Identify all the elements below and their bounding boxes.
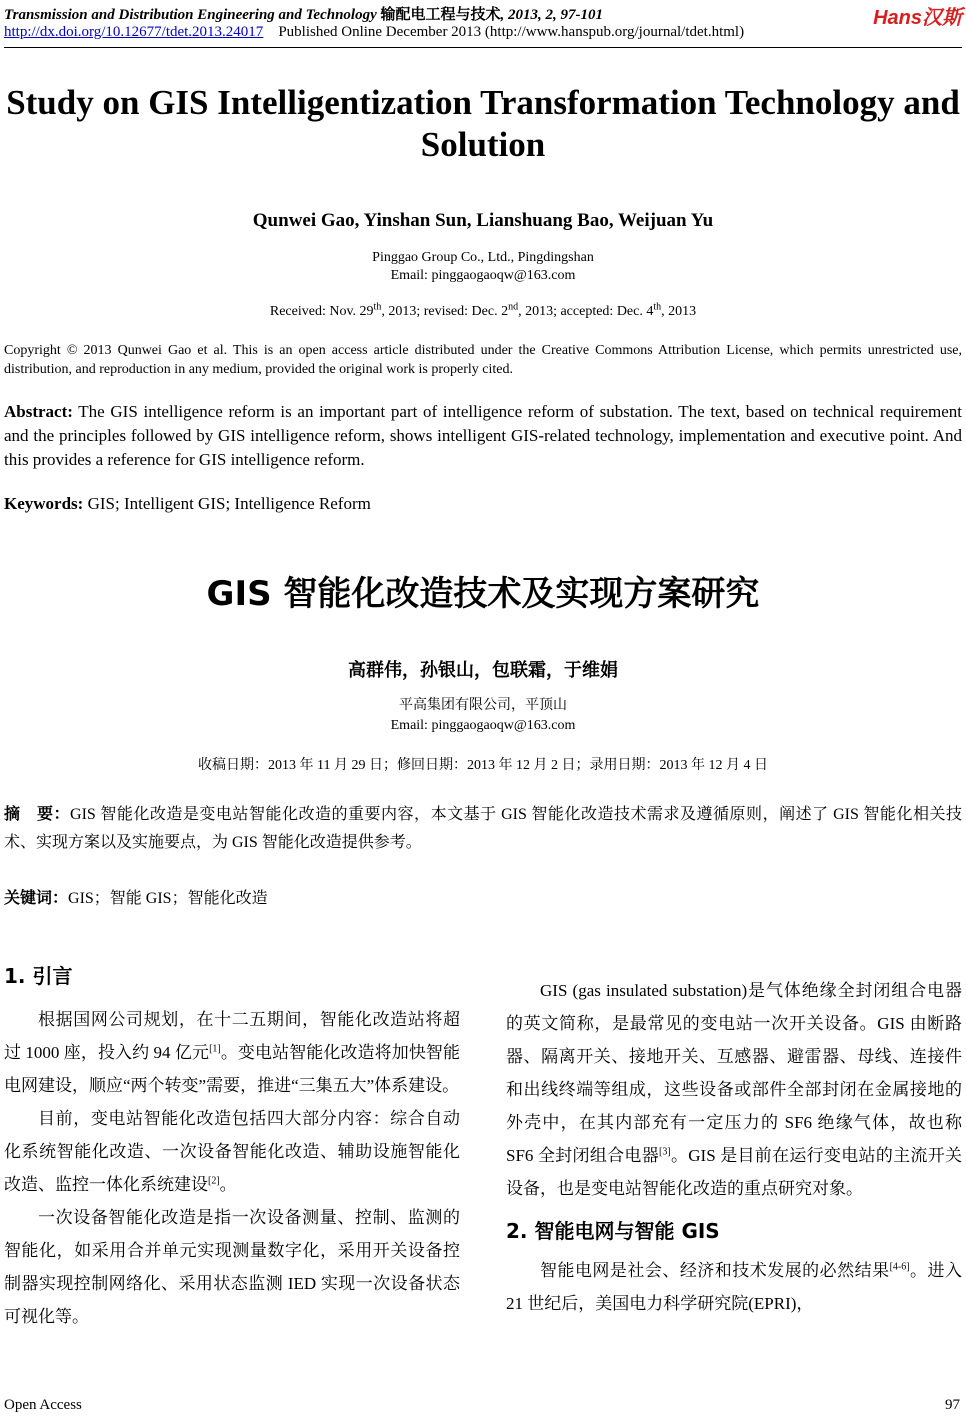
right-para-2-end: 。进入 21 世纪后，美国电力科学研究院(EPRI)，: [506, 1261, 963, 1313]
hans-logo: [873, 1, 962, 30]
citation-3: [3]: [659, 1146, 671, 1158]
citation-1: [1]: [209, 1043, 221, 1055]
left-column: [4, 960, 460, 1333]
journal-name-en: Transmission and Distribution Engineering and Technology: [4, 7, 377, 23]
right-column: [506, 974, 962, 1320]
right-para-2: [506, 1254, 962, 1320]
received-date: Received: Nov. 29: [269, 304, 374, 319]
paper-title-cn: GIS 智能化改造技术及实现方案研究: [206, 574, 760, 614]
accepted-date: , 2013; accepted: Dec. 4: [518, 304, 654, 319]
citation-4-6: [4-6]: [889, 1261, 910, 1273]
left-para-2-text: 目前，变电站智能化改造包括四大部分内容：综合自动化系统智能化改造、一次设备智能化改造、辅助设施智能化改造、监控一体化系统建设: [4, 1109, 460, 1194]
abstract-cn-label: 摘 要：: [4, 806, 71, 823]
dates-end: , 2013: [661, 304, 697, 319]
left-para-2: [4, 1102, 460, 1201]
keywords-cn: [4, 887, 962, 911]
authors-cn: 高群伟，孙银山，包联霜，于维娟: [348, 660, 618, 681]
abstract-text: The GIS intelligence reform is an important part of intelligence reform of substation. The text, based on technical requirement and the principles followed by GIS intelligence reform, shows intelligent GIS-related technology, implementation and executive point. And this provides a reference for GIS intelligence reform.: [4, 402, 962, 469]
doi-link[interactable]: http://dx.doi.org/10.12677/tdet.2013.24017: [4, 24, 264, 40]
email-cn: Email: pinggaogaoqw@163.com: [390, 718, 576, 733]
paper-title-en: Study on GIS Intelligentization Transformation Technology and Solution: [6, 83, 960, 164]
abstract-en: [4, 400, 962, 472]
right-para-2-text: 智能电网是社会、经济和技术发展的必然结果: [540, 1261, 890, 1280]
right-para-1-text: GIS (gas insulated substation)是气体绝缘全封闭组合电器的英文简称，是最常见的变电站一次开关设备。GIS 由断路器、隔离开关、接地开关、互感器、避雷器、母线、连接件和出线终端等组成，这些设备或部件全部封闭在金属接地的外壳中，在其内部充有一定压力的 SF6 绝缘气体，故也称 SF6 全封闭组合电器: [506, 981, 962, 1165]
published-online: Published Online December 2013 (http://www.hanspub.org/journal/tdet.html): [278, 24, 745, 40]
copyright-notice: Copyright © 2013 Qunwei Gao et al. This is an open access article distributed under the Creative Commons Attribution License, which permits unrestricted use, distribution, and reproduction in any medium, provided the original work is properly cited.: [4, 343, 962, 377]
journal-name-cn: 输配电工程与技术: [380, 7, 501, 23]
revised-date: , 2013; revised: Dec. 2: [381, 304, 509, 319]
keywords-cn-label: 关键词：: [4, 890, 69, 907]
journal-volume: , 2013, 2, 97-101: [500, 7, 604, 23]
right-para-1: [506, 974, 962, 1205]
affiliation-cn: 平高集团有限公司，平顶山: [399, 698, 567, 713]
authors-en: Qunwei Gao, Yinshan Sun, Lianshuang Bao, Weijuan Yu: [252, 210, 714, 231]
logo-text-en: Hans: [873, 7, 922, 29]
page-number: 97: [945, 1397, 960, 1413]
logo-text-cn: 汉斯: [922, 7, 962, 29]
left-para-2-end: 。: [219, 1175, 237, 1194]
left-para-1-text: 根据国网公司规划，在十二五期间，智能化改造站将超过 1000 座，投入约 94 亿元: [4, 1010, 460, 1062]
abstract-cn-text: GIS 智能化改造是变电站智能化改造的重要内容，本文基于 GIS 智能化改造技术需求及遵循原则，阐述了 GIS 智能化相关技术、实现方案以及实施要点，为 GIS 智能化改造提供参考。: [4, 806, 962, 851]
keywords-en: [4, 492, 962, 516]
received-sup: th: [373, 301, 382, 313]
citation-2: [2]: [208, 1175, 220, 1187]
dates-en: [0, 303, 966, 321]
keywords-label: Keywords:: [4, 494, 84, 513]
header-divider: [4, 47, 962, 48]
left-para-3: 一次设备智能化改造是指一次设备测量、控制、监测的智能化，如采用合并单元实现测量数字化，采用开关设备控制器实现控制网络化、采用状态监测 IED 实现一次设备状态可视化等。: [4, 1208, 460, 1326]
left-para-1: [4, 1003, 460, 1102]
left-para-1-end: 。变电站智能化改造将加快智能电网建设，顺应“两个转变”需要，推进“三集五大”体系建设。: [4, 1043, 461, 1095]
keywords-text: GIS; Intelligent GIS; Intelligence Reform: [83, 494, 371, 513]
right-para-1-end: 。GIS 是目前在运行变电站的主流开关设备，也是变电站智能化改造的重点研究对象。: [506, 1146, 962, 1198]
section-1-heading: 1. 引言: [4, 964, 73, 988]
keywords-cn-text: GIS；智能 GIS；智能化改造: [68, 890, 268, 907]
section-2-heading: 2. 智能电网与智能 GIS: [506, 1219, 720, 1243]
journal-title-line: [4, 3, 603, 24]
doi-line: [4, 24, 744, 41]
revised-sup: nd: [508, 301, 519, 313]
abstract-label: Abstract:: [4, 402, 73, 421]
accepted-sup: th: [653, 301, 662, 313]
email-en: Email: pinggaogaoqw@163.com: [390, 268, 576, 283]
footer-open-access: Open Access: [4, 1397, 82, 1413]
affiliation-en: Pinggao Group Co., Ltd., Pingdingshan: [372, 250, 594, 265]
abstract-cn: [4, 801, 962, 857]
dates-cn: 收稿日期：2013 年 11 月 29 日；修回日期：2013 年 12 月 2 日；录用日期：2013 年 12 月 4 日: [198, 758, 768, 773]
